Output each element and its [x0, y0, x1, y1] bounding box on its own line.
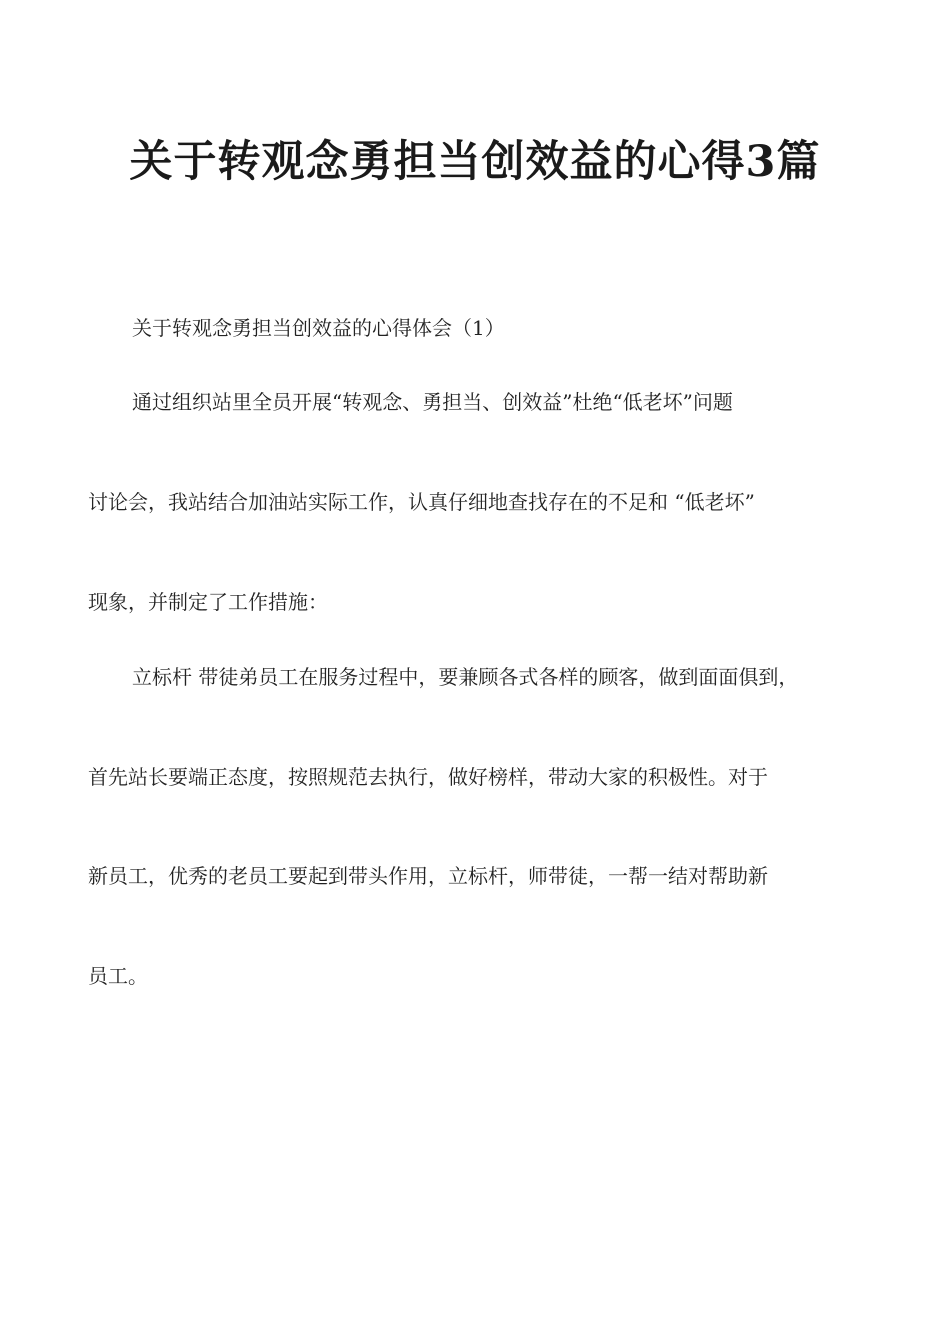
section-heading: 关于转观念勇担当创效益的心得体会（1） [132, 316, 505, 340]
paragraph-line: 立标杆 带徒弟员工在服务过程中，要兼顾各式各样的顾客，做到面面俱到， [132, 665, 799, 689]
paragraph-line: 现象，并制定了工作措施： [88, 590, 328, 614]
paragraph-line: 员工。 [88, 964, 148, 988]
paragraph-line: 首先站长要端正态度，按照规范去执行，做好榜样，带动大家的积极性。对于 [88, 765, 768, 789]
paragraph-line: 讨论会，我站结合加油站实际工作，认真仔细地查找存在的不足和 “低老坏” [88, 490, 755, 514]
paragraph-line: 通过组织站里全员开展“转观念、勇担当、创效益”杜绝“低老坏”问题 [132, 390, 733, 414]
paragraph-line: 新员工，优秀的老员工要起到带头作用，立标杆，师带徒，一帮一结对帮助新 [88, 864, 768, 888]
document-title: 关于转观念勇担当创效益的心得3篇 [129, 137, 821, 187]
